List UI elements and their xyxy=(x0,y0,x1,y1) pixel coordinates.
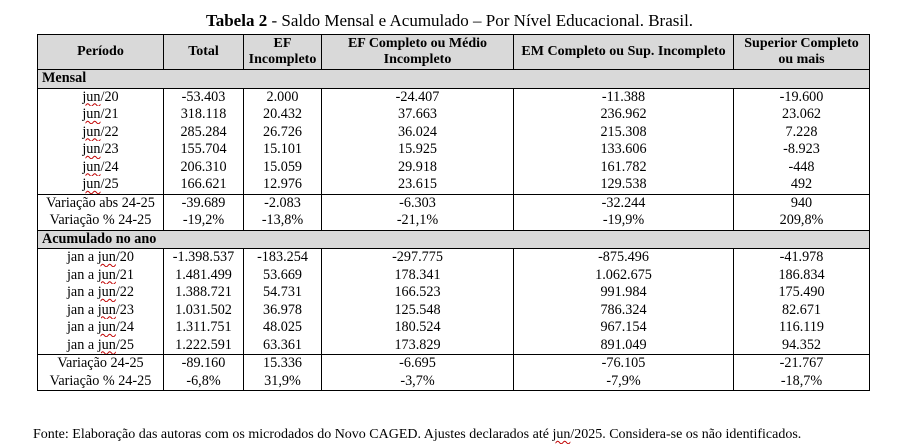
value-cell: 15.101 xyxy=(244,141,322,159)
value-cell: -19,9% xyxy=(514,212,734,230)
period-cell: Variação % 24-25 xyxy=(38,212,164,230)
value-cell: 155.704 xyxy=(164,141,244,159)
header-ef-incompleto: EF Incompleto xyxy=(244,35,322,70)
table-row xyxy=(38,124,870,142)
value-cell: -24.407 xyxy=(322,88,514,106)
value-cell: 125.548 xyxy=(322,302,514,320)
value-cell: 37.663 xyxy=(322,106,514,124)
period-cell: jan a jun/21 xyxy=(38,267,164,285)
period-cell: jun/24 xyxy=(38,159,164,177)
section-row xyxy=(38,70,870,89)
period-cell: jan a jun/20 xyxy=(38,249,164,267)
value-cell: 891.049 xyxy=(514,337,734,355)
period-cell: Variação 24-25 xyxy=(38,355,164,373)
value-cell: -18,7% xyxy=(734,373,870,391)
value-cell: -6.303 xyxy=(322,194,514,212)
value-cell: -6,8% xyxy=(164,373,244,391)
table-row xyxy=(38,302,870,320)
section-row xyxy=(38,230,870,249)
value-cell: 1.062.675 xyxy=(514,267,734,285)
value-cell: 215.308 xyxy=(514,124,734,142)
period-cell: jun/25 xyxy=(38,176,164,194)
header-periodo: Período xyxy=(38,35,164,70)
value-cell: -21.767 xyxy=(734,355,870,373)
value-cell: -11.388 xyxy=(514,88,734,106)
header-row xyxy=(38,35,870,70)
value-cell: -53.403 xyxy=(164,88,244,106)
period-cell: Variação abs 24-25 xyxy=(38,194,164,212)
value-cell: 1.388.721 xyxy=(164,284,244,302)
value-cell: -21,1% xyxy=(322,212,514,230)
summary-row xyxy=(38,355,870,373)
value-cell: -297.775 xyxy=(322,249,514,267)
value-cell: 967.154 xyxy=(514,319,734,337)
value-cell: -41.978 xyxy=(734,249,870,267)
value-cell: 178.341 xyxy=(322,267,514,285)
value-cell: 23.615 xyxy=(322,176,514,194)
source-note: Fonte: Elaboração das autoras com os microdados do Novo CAGED. Ajustes declarados até jun/2025. Considera-se os não identificados. xyxy=(33,427,802,442)
value-cell: 166.523 xyxy=(322,284,514,302)
value-cell: 492 xyxy=(734,176,870,194)
value-cell: 29.918 xyxy=(322,159,514,177)
value-cell: -8.923 xyxy=(734,141,870,159)
section-label: Acumulado no ano xyxy=(38,230,870,249)
value-cell: -7,9% xyxy=(514,373,734,391)
table-title-label: Tabela 2 xyxy=(205,11,268,30)
period-cell: jan a jun/23 xyxy=(38,302,164,320)
value-cell: 15.336 xyxy=(244,355,322,373)
value-cell: 7.228 xyxy=(734,124,870,142)
value-cell: 1.222.591 xyxy=(164,337,244,355)
value-cell: -19,2% xyxy=(164,212,244,230)
table-row xyxy=(38,337,870,355)
value-cell: 206.310 xyxy=(164,159,244,177)
value-cell: 285.284 xyxy=(164,124,244,142)
period-cell: jan a jun/24 xyxy=(38,319,164,337)
value-cell: -3,7% xyxy=(322,373,514,391)
value-cell: 1.031.502 xyxy=(164,302,244,320)
table-body xyxy=(38,70,870,391)
table-header xyxy=(38,35,870,70)
value-cell: 48.025 xyxy=(244,319,322,337)
header-total: Total xyxy=(164,35,244,70)
value-cell: 94.352 xyxy=(734,337,870,355)
table-row xyxy=(38,176,870,194)
period-cell: jun/22 xyxy=(38,124,164,142)
value-cell: 186.834 xyxy=(734,267,870,285)
value-cell: 1.481.499 xyxy=(164,267,244,285)
value-cell: -1.398.537 xyxy=(164,249,244,267)
value-cell: 36.978 xyxy=(244,302,322,320)
value-cell: 180.524 xyxy=(322,319,514,337)
value-cell: -875.496 xyxy=(514,249,734,267)
value-cell: -448 xyxy=(734,159,870,177)
table-row xyxy=(38,159,870,177)
value-cell: 15.925 xyxy=(322,141,514,159)
value-cell: -183.254 xyxy=(244,249,322,267)
period-cell: jan a jun/25 xyxy=(38,337,164,355)
value-cell: 166.621 xyxy=(164,176,244,194)
table-row xyxy=(38,319,870,337)
value-cell: 175.490 xyxy=(734,284,870,302)
value-cell: -32.244 xyxy=(514,194,734,212)
value-cell: -76.105 xyxy=(514,355,734,373)
value-cell: -2.083 xyxy=(244,194,322,212)
value-cell: 12.976 xyxy=(244,176,322,194)
value-cell: 63.361 xyxy=(244,337,322,355)
section-label: Mensal xyxy=(38,70,870,89)
period-cell: jun/23 xyxy=(38,141,164,159)
table-row xyxy=(38,267,870,285)
value-cell: 173.829 xyxy=(322,337,514,355)
value-cell: -39.689 xyxy=(164,194,244,212)
summary-row xyxy=(38,194,870,212)
table-title-text: - Saldo Mensal e Acumulado – Por Nível Educacional. Brasil. xyxy=(267,11,694,30)
summary-row xyxy=(38,373,870,391)
data-table xyxy=(37,34,870,391)
value-cell: 116.119 xyxy=(734,319,870,337)
period-cell: jan a jun/22 xyxy=(38,284,164,302)
table-title xyxy=(0,10,899,32)
value-cell: 209,8% xyxy=(734,212,870,230)
period-cell: jun/20 xyxy=(38,88,164,106)
value-cell: 54.731 xyxy=(244,284,322,302)
header-superior-completo: Superior Completo ou mais xyxy=(734,35,870,70)
header-ef-completo-medio-incompleto: EF Completo ou Médio Incompleto xyxy=(322,35,514,70)
value-cell: 161.782 xyxy=(514,159,734,177)
period-cell: Variação % 24-25 xyxy=(38,373,164,391)
value-cell: 318.118 xyxy=(164,106,244,124)
value-cell: 940 xyxy=(734,194,870,212)
summary-row xyxy=(38,212,870,230)
table-row xyxy=(38,88,870,106)
value-cell: -19.600 xyxy=(734,88,870,106)
table-row xyxy=(38,249,870,267)
period-cell: jun/21 xyxy=(38,106,164,124)
value-cell: 129.538 xyxy=(514,176,734,194)
header-em-completo-sup-incompleto: EM Completo ou Sup. Incompleto xyxy=(514,35,734,70)
value-cell: -13,8% xyxy=(244,212,322,230)
value-cell: 786.324 xyxy=(514,302,734,320)
value-cell: -89.160 xyxy=(164,355,244,373)
value-cell: 53.669 xyxy=(244,267,322,285)
value-cell: 31,9% xyxy=(244,373,322,391)
value-cell: 133.606 xyxy=(514,141,734,159)
value-cell: 26.726 xyxy=(244,124,322,142)
value-cell: -6.695 xyxy=(322,355,514,373)
value-cell: 236.962 xyxy=(514,106,734,124)
value-cell: 2.000 xyxy=(244,88,322,106)
value-cell: 15.059 xyxy=(244,159,322,177)
value-cell: 23.062 xyxy=(734,106,870,124)
value-cell: 991.984 xyxy=(514,284,734,302)
value-cell: 1.311.751 xyxy=(164,319,244,337)
table-row xyxy=(38,284,870,302)
table-row xyxy=(38,106,870,124)
value-cell: 20.432 xyxy=(244,106,322,124)
value-cell: 82.671 xyxy=(734,302,870,320)
table-row xyxy=(38,141,870,159)
value-cell: 36.024 xyxy=(322,124,514,142)
